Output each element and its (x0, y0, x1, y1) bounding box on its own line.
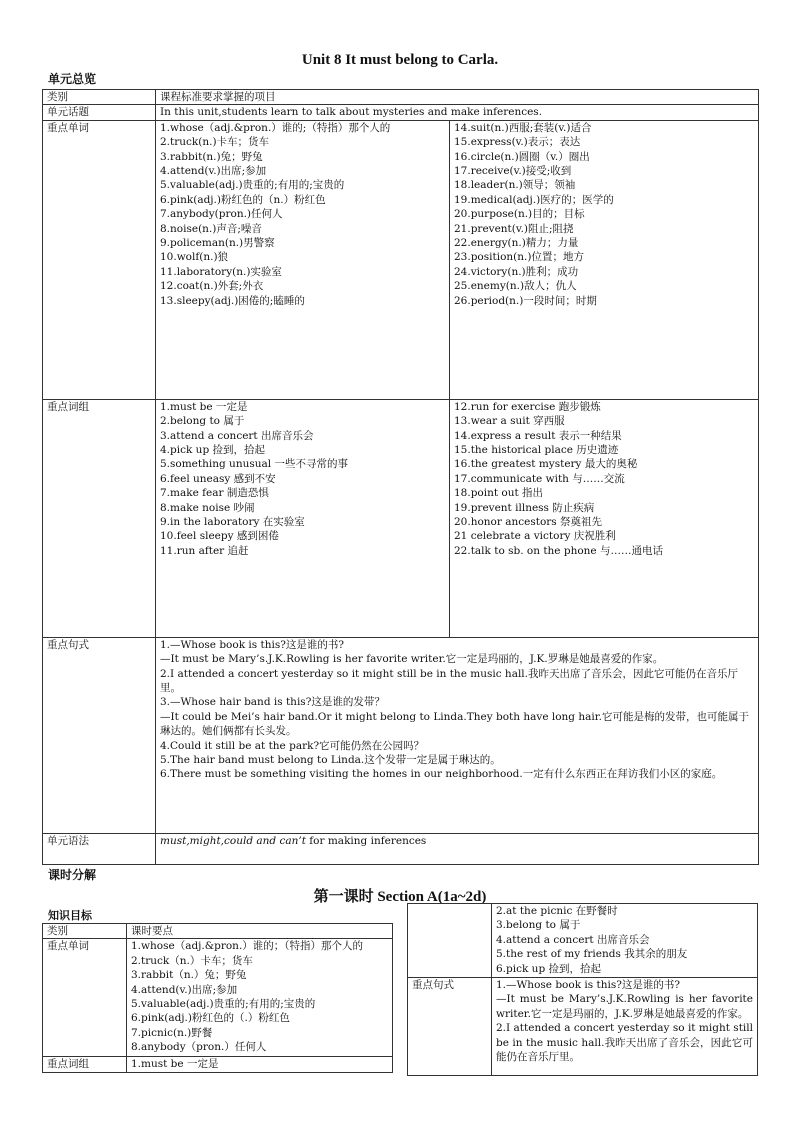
vocab-item: 10.wolf(n.)狼 (160, 251, 229, 264)
vocab-item: 9.policeman(n.)男警察 (160, 237, 275, 250)
vocab-item: 25.enemy(n.)敌人；仇人 (454, 280, 577, 293)
phrase-item: 7.make fear 制造恐惧 (160, 487, 269, 500)
vocab-right-list (450, 120, 759, 399)
left-phrase-label: 重点词组 (43, 1057, 127, 1072)
phrase-item: 13.wear a suit 穿西服 (454, 415, 565, 428)
grammar-text (156, 833, 759, 864)
phrase-item: 19.prevent illness 防止疾病 (454, 501, 595, 514)
phrase-item: 20.honor ancestors 祭奠祖先 (454, 516, 603, 529)
sentence-item: —It could be Mei’s hair band.Or it might belong to Linda.They both have long hair.它可能是梅的发带，也可能属于琳达的。她们俩都有长头发。 (160, 710, 749, 738)
left-header-points: 课时要点 (127, 924, 393, 939)
phrase-item: 9.in the laboratory 在实验室 (160, 516, 305, 529)
phrase-item: 17.communicate with 与……交流 (454, 472, 625, 485)
vocab-item: 4.attend(v.)出席;参加 (160, 165, 267, 178)
phrase-label: 重点词组 (43, 399, 156, 637)
phrase-item: 22.talk to sb. on the phone 与……通电话 (454, 544, 663, 557)
phrase-item: 15.the historical place 历史遗迹 (454, 444, 619, 457)
lesson-left-table (42, 923, 393, 1073)
phrase-right-list (450, 399, 759, 637)
vocab-item: 3.rabbit（n.）兔；野兔 (131, 969, 247, 982)
vocab-item: 23.position(n.)位置；地方 (454, 251, 584, 264)
vocab-label: 重点单词 (43, 120, 156, 399)
phrase-item: 4.pick up 捡到，拾起 (160, 444, 265, 457)
vocab-item: 26.period(n.)一段时间；时期 (454, 294, 597, 307)
left-header-category: 类别 (43, 924, 127, 939)
lesson-breakdown-heading: 课时分解 (48, 868, 97, 882)
left-vocab-label: 重点单词 (43, 939, 127, 1057)
phrase-item: 10.feel sleepy 感到困倦 (160, 530, 279, 543)
vocab-item: 14.suit(n.)西服;套装(v.)适合 (454, 121, 592, 134)
vocab-item: 17.receive(v.)接受;收到 (454, 165, 572, 178)
knowledge-heading: 知识目标 (48, 909, 92, 922)
vocab-item: 12.coat(n.)外套;外衣 (160, 280, 264, 293)
phrase-item: 16.the greatest mystery 最大的奥秘 (454, 458, 638, 471)
sentence-item: —It must be Mary’s.J.K.Rowling is her favorite writer.它一定是玛丽的，J.K.罗琳是她最喜爱的作家。 (496, 993, 753, 1020)
vocab-item: 11.laboratory(n.)实验室 (160, 265, 282, 278)
sentence-item: 1.—Whose book is this?这是谁的书? (496, 979, 680, 991)
sentence-item: 5.The hair band must belong to Linda.这个发带一定是属于琳达的。 (160, 754, 501, 767)
lesson-right-table (407, 903, 758, 1076)
sentence-item: 6.There must be something visiting the homes in our neighborhood.一定有什么东西正在拜访我们小区的家庭。 (160, 768, 723, 781)
vocab-item: 24.victory(n.)胜利；成功 (454, 265, 579, 278)
sentence-list (156, 637, 759, 833)
phrase-item: 4.attend a concert 出席音乐会 (496, 933, 650, 946)
vocab-item: 19.medical(adj.)医疗的；医学的 (454, 193, 614, 206)
vocab-item: 1.whose（adj.&pron.）谁的;（特指）那个人的 (160, 121, 391, 134)
grammar-purpose: for making inferences (305, 834, 427, 847)
sentence-item: 2.I attended a concert yesterday so it might still be in the music hall.我昨天出席了音乐会，因此它可能仍在音乐厅里。 (160, 667, 739, 695)
page-title: Unit 8 It must belong to Carla. (301, 52, 499, 68)
vocab-item: 6.pink(adj.)粉红色的（n.）粉红色 (160, 193, 326, 206)
phrase-item: 6.pick up 捡到，拾起 (496, 962, 601, 975)
sentence-item: 1.—Whose book is this?这是谁的书? (160, 638, 344, 651)
vocab-item: 8.noise(n.)声音;噪音 (160, 222, 262, 235)
vocab-item: 7.picnic(n.)野餐 (131, 1026, 213, 1039)
vocab-item: 6.pink(adj.)粉红色的（.）粉红色 (131, 1012, 290, 1025)
vocab-item: 18.leader(n.)领导；领袖 (454, 179, 576, 192)
right-phrase-spacer (408, 904, 492, 978)
phrase-item: 18.point out 指出 (454, 487, 544, 500)
vocab-item: 16.circle(n.)圆圈（v.）圈出 (454, 150, 590, 163)
vocab-item: 15.express(v.)表示；表达 (454, 136, 581, 149)
vocab-item: 8.anybody（pron.）任何人 (131, 1041, 267, 1054)
section-title: 第一课时 Section A(1a~2d) (313, 889, 487, 905)
unit-overview-heading: 单元总览 (48, 72, 97, 86)
vocab-item: 20.purpose(n.)目的；目标 (454, 208, 585, 221)
phrase-item: 6.feel uneasy 感到不安 (160, 472, 276, 485)
header-items: 课程标准要求掌握的项目 (156, 90, 759, 105)
vocab-item: 5.valuable(adj.)贵重的;有用的;宝贵的 (160, 179, 345, 192)
right-phrase-list (492, 904, 758, 978)
vocab-item: 13.sleepy(adj.)困倦的;瞌睡的 (160, 294, 305, 307)
right-sentence-list (492, 978, 758, 1076)
vocab-item: 7.anybody(pron.)任何人 (160, 208, 283, 221)
vocab-item: 2.truck(n.)卡车；货车 (160, 136, 270, 149)
phrase-item: 3.attend a concert 出席音乐会 (160, 429, 314, 442)
phrase-item: 11.run after 追赶 (160, 544, 249, 557)
unit-overview-table (42, 89, 759, 865)
header-category: 类别 (43, 90, 156, 105)
vocab-item: 5.valuable(adj.)贵重的;有用的;宝贵的 (131, 998, 316, 1011)
right-sentence-label: 重点句式 (408, 978, 492, 1076)
sentence-item: 3.—Whose hair band is this?这是谁的发带？ (160, 696, 385, 709)
sentence-item: 2.I attended a concert yesterday so it might still be in the music hall.我昨天出席了音乐会，因此它可能仍在音乐厅里。 (496, 1022, 753, 1064)
sentence-label: 重点句式 (43, 637, 156, 833)
topic-text: In this unit,students learn to talk about mysteries and make inferences. (156, 105, 759, 120)
phrase-item: 21 celebrate a victory 庆祝胜利 (454, 530, 616, 543)
phrase-item: 2.belong to 属于 (160, 415, 245, 428)
grammar-label: 单元语法 (43, 833, 156, 864)
phrase-item: 2.at the picnic 在野餐时 (496, 905, 618, 917)
vocab-item: 4.attend(v.)出席;参加 (131, 983, 238, 996)
vocab-item: 21.prevent(v.)阻止;阻挠 (454, 222, 574, 235)
vocab-item: 3.rabbit(n.)兔；野兔 (160, 150, 263, 163)
sentence-item: 4.Could it still be at the park?它可能仍然在公园吗？ (160, 739, 425, 752)
vocab-item: 2.truck（n.）卡车；货车 (131, 954, 253, 967)
sentence-item: —It must be Mary’s.J.K.Rowling is her favorite writer.它一定是玛丽的，J.K.罗琳是她最喜爱的作家。 (160, 653, 664, 666)
left-phrase-first: 1.must be 一定是 (127, 1057, 393, 1072)
phrase-item: 8.make noise 吵闹 (160, 501, 255, 514)
phrase-item: 12.run for exercise 跑步锻炼 (454, 400, 601, 413)
phrase-item: 14.express a result 表示一种结果 (454, 429, 622, 442)
phrase-item: 1.must be 一定是 (160, 400, 248, 413)
phrase-item: 3.belong to 属于 (496, 919, 581, 932)
vocab-left-list (156, 120, 450, 399)
grammar-modals: must,might,could and can’t (160, 834, 306, 847)
phrase-left-list (156, 399, 450, 637)
vocab-item: 1.whose（adj.&pron.）谁的；（特指）那个人的 (131, 940, 364, 953)
left-vocab-list (127, 939, 393, 1057)
vocab-item: 22.energy(n.)精力；力量 (454, 237, 579, 250)
topic-label: 单元话题 (43, 105, 156, 120)
phrase-item: 5.something unusual 一些不寻常的事 (160, 458, 348, 471)
phrase-item: 5.the rest of my friends 我其余的朋友 (496, 948, 688, 961)
